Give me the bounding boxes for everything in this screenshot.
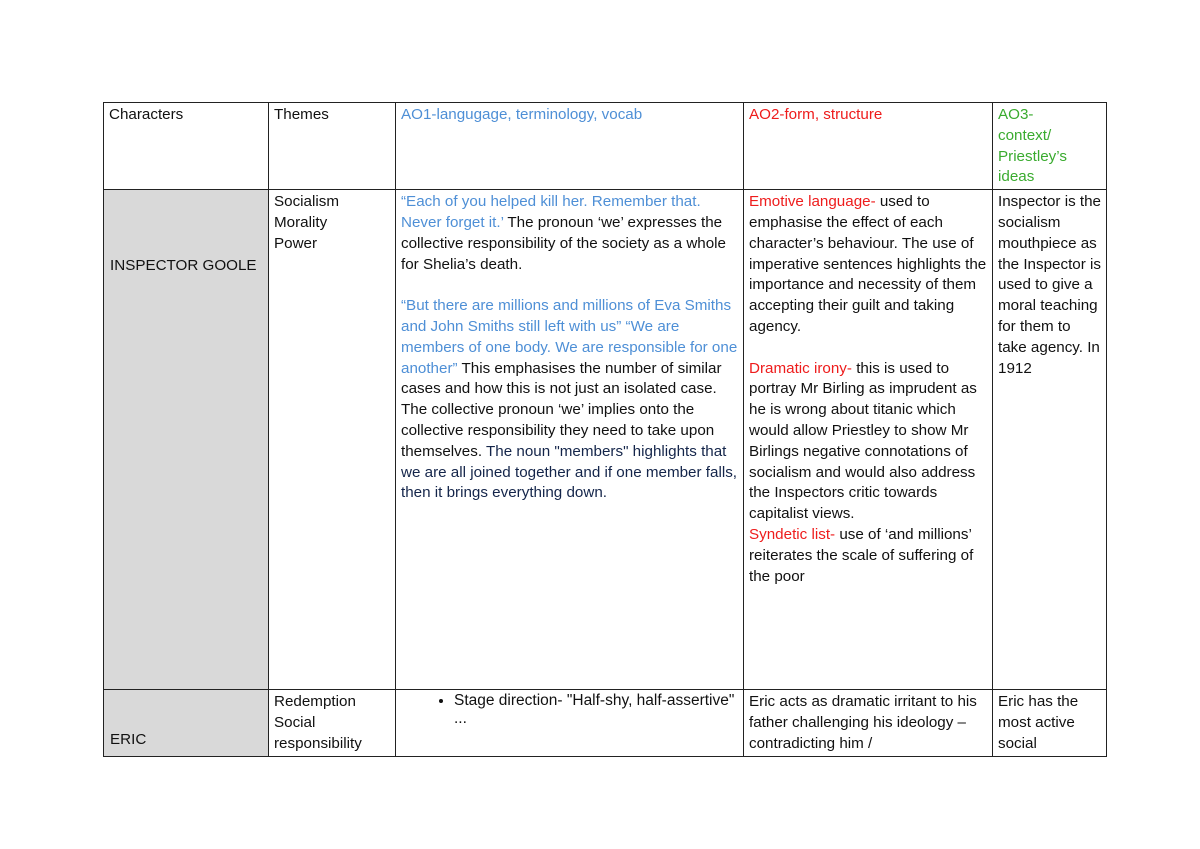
ao2-cell: Eric acts as dramatic irritant to his father challenging his ideology – contradicting him / [744, 690, 993, 756]
ao2-paragraph-1: Emotive language- used to emphasise the effect of each character’s behaviour. The use of imperative sentences highlights the importance and necessity of them accepting their guilt and taking agency. [749, 193, 987, 335]
ao1-cell [396, 690, 744, 756]
header-themes: Themes [269, 103, 396, 190]
header-row [104, 103, 1107, 190]
header-ao2: AO2-form, structure [744, 103, 993, 190]
character-name: INSPECTOR GOOLE [110, 257, 257, 275]
table-row [104, 690, 1107, 756]
character-cell [104, 190, 269, 690]
header-ao1: AO1-langugage, terminology, vocab [396, 103, 744, 190]
ao1-bullet-list [401, 692, 738, 728]
ao1-paragraph-1: “Each of you helped kill her. Remember that. Never forget it.’ The pronoun ‘we’ expresses the collective responsibility of the society as a whole for Shelia’s death. [401, 193, 727, 273]
ao3-cell: Eric has the most active social [993, 690, 1107, 756]
character-name: ERIC [110, 731, 147, 749]
themes-cell: Redemption Social responsibility [269, 690, 396, 756]
ao1-cell [396, 190, 744, 690]
header-ao3: AO3- context/ Priestley’s ideas [993, 103, 1107, 190]
ao1-paragraph-2: “But there are millions and millions of Eva Smiths and John Smiths still left with us” “We are members of one body. We are responsible for one another” This emphasises the number of similar cases and how this is not just an isolated case. The collective pronoun ‘we’ implies onto the collective responsibility they need to take upon themselves. The noun "members" highlights that we are all joined together and if one member falls, then it brings everything down. [401, 297, 738, 502]
ao2-paragraph-3: Syndetic list- use of ‘and millions’ reiterates the scale of suffering of the poor [749, 525, 974, 585]
list-item: • Stage direction- "Half-shy, half-assertive" ... [454, 692, 738, 728]
ao2-paragraph-2: Dramatic irony- this is used to portray Mr Birling as imprudent as he is wrong about titanic which would allow Priestley to show Mr Birlings negative connotations of socialism and would also address the Inspectors critic towards capitalist views. [749, 359, 977, 523]
header-characters: Characters [104, 103, 269, 190]
ao2-cell [744, 190, 993, 690]
ao3-cell: Inspector is the socialism mouthpiece as the Inspector is used to give a moral teaching for them to take agency. In 1912 [993, 190, 1107, 690]
character-cell [104, 690, 269, 756]
themes-cell: Socialism Morality Power [269, 190, 396, 690]
analysis-table [103, 102, 1107, 757]
table-row [104, 190, 1107, 690]
